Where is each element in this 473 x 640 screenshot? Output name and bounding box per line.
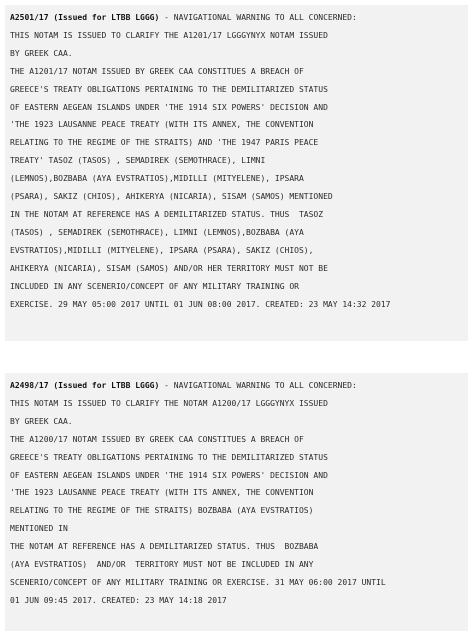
notam-line: INCLUDED IN ANY SCENERIO/CONCEPT OF ANY MILITARY TRAINING OR xyxy=(10,281,299,291)
notam-block xyxy=(5,373,468,631)
notam-line: (LEMNOS),BOZBABA (AYA EVSTRATIOS),MIDILLI (MITYELENE), IPSARA xyxy=(10,174,304,184)
notam-line: THIS NOTAM IS ISSUED TO CLARIFY THE A1201/17 LGGGYNYX NOTAM ISSUED xyxy=(10,30,328,40)
notam-header-text: - NAVIGATIONAL WARNING TO ALL CONCERNED: xyxy=(159,381,357,390)
notam-line: MENTIONED IN xyxy=(10,524,68,534)
notam-line: EXERCISE. 29 MAY 05:00 2017 UNTIL 01 JUN 08:00 2017. CREATED: 23 MAY 14:32 2017 xyxy=(10,299,391,309)
notam-block xyxy=(5,5,468,341)
notam-line: THE A1200/17 NOTAM ISSUED BY GREEK CAA CONSTITUES A BREACH OF xyxy=(10,434,304,444)
notam-line: THE NOTAM AT REFERENCE HAS A DEMILITARIZED STATUS. THUS BOZBABA xyxy=(10,542,319,552)
notam-line: GREECE'S TREATY OBLIGATIONS PERTAINING TO THE DEMILITARIZED STATUS xyxy=(10,452,328,462)
notam-line: BY GREEK CAA. xyxy=(10,48,73,58)
notam-header-text: - NAVIGATIONAL WARNING TO ALL CONCERNED: xyxy=(159,13,357,22)
notam-id: A2498/17 (Issued for LTBB LGGG) xyxy=(10,381,160,390)
notam-line: THE A1201/17 NOTAM ISSUED BY GREEK CAA CONSTITUES A BREACH OF xyxy=(10,66,304,76)
notam-line: RELATING TO THE REGIME OF THE STRAITS) BOZBABA (AYA EVSTRATIOS) xyxy=(10,506,314,516)
notam-line: AHIKERYA (NICARIA), SISAM (SAMOS) AND/OR HER TERRITORY MUST NOT BE xyxy=(10,263,328,273)
notam-line: THIS NOTAM IS ISSUED TO CLARIFY THE NOTAM A1200/17 LGGGYNYX ISSUED xyxy=(10,398,328,408)
notam-line: 'THE 1923 LAUSANNE PEACE TREATY (WITH ITS ANNEX, THE CONVENTION xyxy=(10,488,314,498)
notam-header xyxy=(10,9,464,27)
notam-line: RELATING TO THE REGIME OF THE STRAITS) AND 'THE 1947 PARIS PEACE xyxy=(10,138,319,148)
notam-line: OF EASTERN AEGEAN ISLANDS UNDER 'THE 1914 SIX POWERS' DECISION AND xyxy=(10,102,328,112)
notam-line: BY GREEK CAA. xyxy=(10,416,73,426)
notam-line: (TASOS) , SEMADIREK (SEMOTHRACE), LIMNI (LEMNOS),BOZBABA (AYA xyxy=(10,227,304,237)
notam-line: GREECE'S TREATY OBLIGATIONS PERTAINING TO THE DEMILITARIZED STATUS xyxy=(10,84,328,94)
notam-line: 'THE 1923 LAUSANNE PEACE TREATY (WITH ITS ANNEX, THE CONVENTION xyxy=(10,120,314,130)
notam-line: (PSARA), SAKIZ (CHIOS), AHIKERYA (NICARIA), SISAM (SAMOS) MENTIONED xyxy=(10,192,333,202)
notam-id: A2501/17 (Issued for LTBB LGGG) xyxy=(10,13,160,22)
notam-line: EVSTRATIOS),MIDILLI (MITYELENE), IPSARA (PSARA), SAKIZ (CHIOS), xyxy=(10,245,314,255)
notam-header xyxy=(10,377,464,395)
notam-line: SCENERIO/CONCEPT OF ANY MILITARY TRAINING OR EXERCISE. 31 MAY 06:00 2017 UNTIL xyxy=(10,577,386,587)
notam-line: TREATY' TASOZ (TASOS) , SEMADIREK (SEMOTHRACE), LIMNI xyxy=(10,156,266,166)
notam-line: OF EASTERN AEGEAN ISLANDS UNDER 'THE 1914 SIX POWERS' DECISION AND xyxy=(10,470,328,480)
notam-line: (AYA EVSTRATIOS) AND/OR TERRITORY MUST NOT BE INCLUDED IN ANY xyxy=(10,560,314,570)
notam-line: IN THE NOTAM AT REFERENCE HAS A DEMILITARIZED STATUS. THUS TASOZ xyxy=(10,209,324,219)
notam-line: 01 JUN 09:45 2017. CREATED: 23 MAY 14:18 2017 xyxy=(10,595,227,605)
